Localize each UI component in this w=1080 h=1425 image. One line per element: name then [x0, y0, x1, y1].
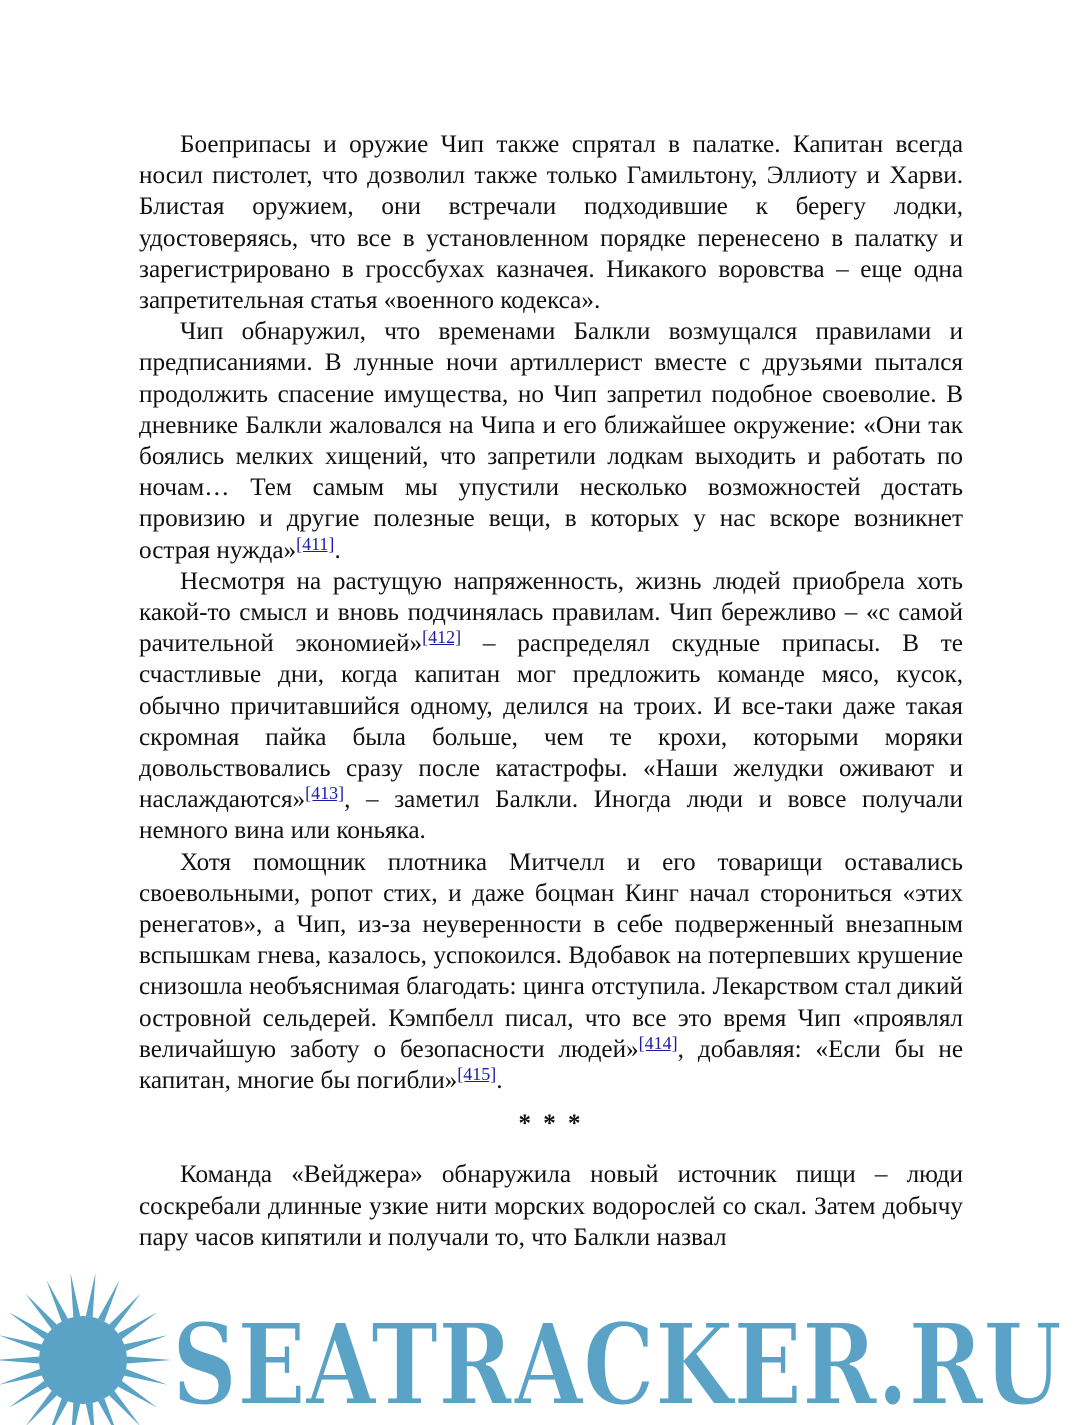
watermark: [0, 1262, 1080, 1425]
paragraph-text: .: [496, 1067, 503, 1095]
section-separator: * * *: [518, 1110, 584, 1138]
footnote-link[interactable]: [413]: [305, 783, 345, 804]
paragraph-text: Несмотря на растущую напряженность, жизнь людей приобрела хоть какой-то смысл и вновь подчинялась правилам. Чип бережливо – «с самой рачительной экономией»: [139, 567, 963, 658]
footnote-link[interactable]: [412]: [422, 627, 462, 648]
last-paragraph: Команда «Вейджера» обнаружила новый источник пищи – люди соскребали длинные узкие нити морских водорослей со скал. Затем добычу пару часов кипятили и получали то, что Балкли назвал: [139, 1161, 963, 1251]
footnote-link[interactable]: [411]: [296, 533, 335, 554]
paragraph-text: .: [334, 536, 341, 564]
watermark-text: SEATRACKER.RU: [172, 1300, 1062, 1425]
paragraph-text: , добавляя: «Если бы не капитан, многие бы погибли»: [139, 1035, 963, 1095]
paragraph: [139, 847, 963, 1097]
footnote-link[interactable]: [415]: [457, 1064, 497, 1085]
paragraph-text: Чип обнаружил, что временами Балкли возмущался правилами и предписаниями. В лунные ночи артиллерист вместе с друзьями пытался продолжить спасение имущества, но Чип запретил подобное своеволие. В дневнике Балкли жаловался на Чипа и его ближайшее окружение: «Они так боялись мелких хищений, что запретили лодкам выходить и работать по ночам… Тем самым мы упустили несколько возможностей достать провизию и другие полезные вещи, в которых у нас вскоре возникнет острая нужда»: [139, 318, 963, 564]
paragraph-text: – распределял скудные припасы. В те счастливые дни, когда капитан мог предложить команде мясо, кусок, обычно причитавшийся одному, делился на троих. И все-таки даже такая скромная пайка была больше, чем те крохи, которыми моряки довольствовались сразу после катастрофы. «Наши желудки оживают и наслаждаются»: [139, 630, 963, 814]
sun-icon: [0, 1273, 171, 1425]
paragraph: [139, 129, 963, 316]
page-text: [139, 129, 963, 1253]
paragraph-text: Боеприпасы и оружие Чип также спрятал в палатке. Капитан всегда носил пистолет, что дозволил также только Гамильтону, Эллиоту и Харви. Блистая оружием, они встречали подходившие к берегу лодки, удостоверяясь, что все в установленном порядке перенесено в палатку и зарегистрировано в гроссбухах казначея. Никакого воровства – еще одна запретительная статья «военного кодекса».: [139, 131, 963, 315]
paragraph: [139, 316, 963, 566]
paragraphs: [139, 129, 963, 1096]
footnote-link[interactable]: [414]: [638, 1032, 678, 1053]
paragraph-text: , – заметил Балкли. Иногда люди и вовсе получали немного вина или коньяка.: [139, 786, 963, 845]
paragraph: [139, 566, 963, 847]
paragraph-text: Хотя помощник плотника Митчелл и его товарищи оставались своевольными, ропот стих, и даже боцман Кинг начал сторониться «этих ренегатов», а Чип, из-за неуверенности в себе подверженный внезапным вспышкам гнева, казалось, успокоился. Вдобавок на потерпевших крушение снизошла необъяснимая благодать: цинга отступила. Лекарством стал дикий островной сельдерей. Кэмпбелл писал, что все это время Чип «проявлял величайшую заботу о безопасности людей»: [139, 848, 963, 1063]
